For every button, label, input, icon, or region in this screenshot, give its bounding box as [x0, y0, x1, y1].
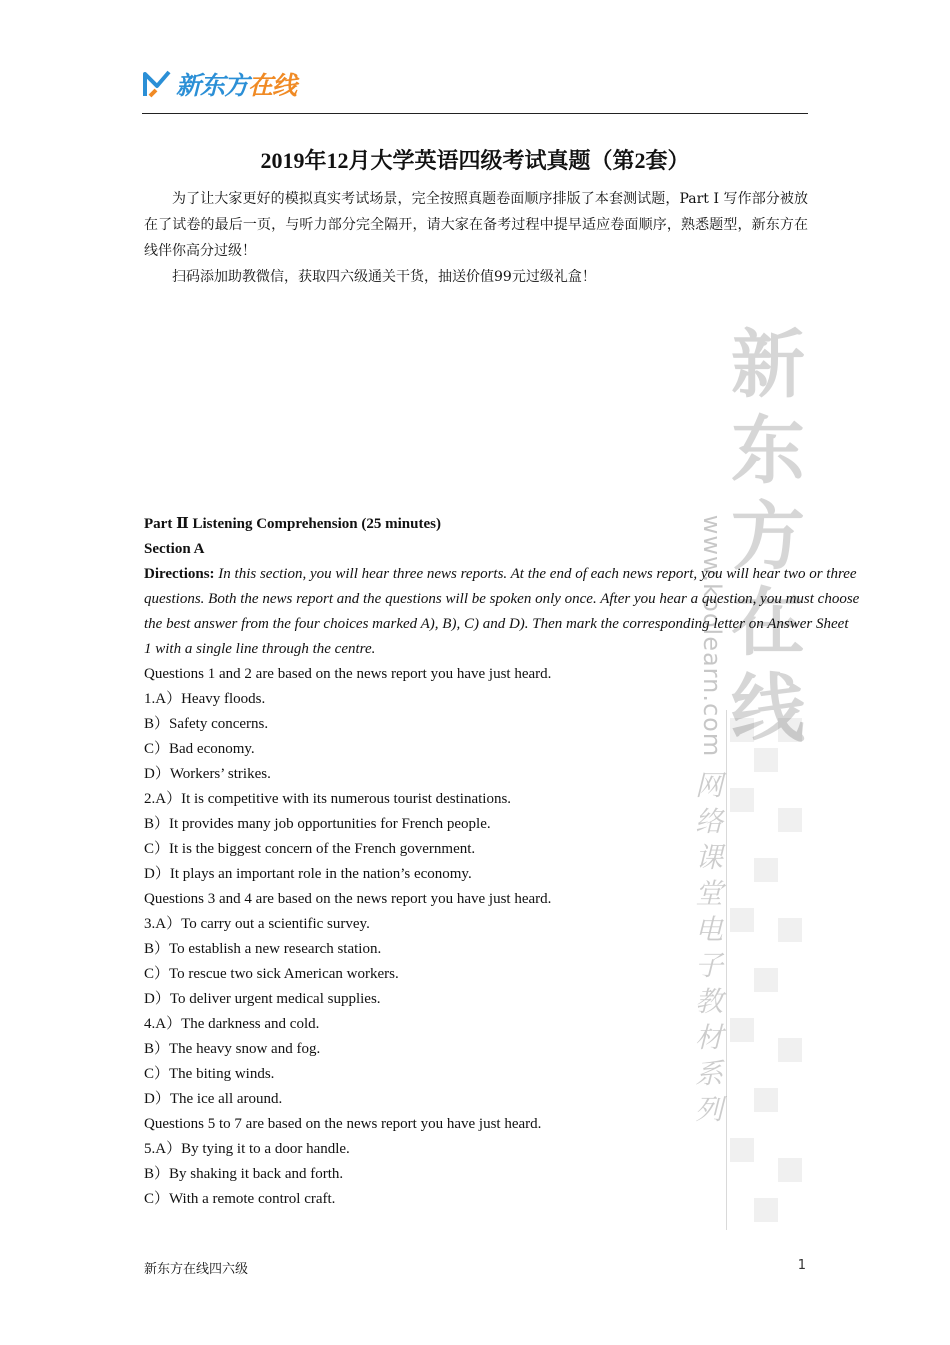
part-heading: Part Ⅱ Listening Comprehension (25 minutes) [144, 516, 441, 532]
answer-option: 5.A）By tying it to a door handle. [144, 1141, 350, 1157]
directions-line: questions. Both the news report and the questions will be spoken only once. After you hear a question, you must choose [144, 591, 860, 607]
watermark-url: www.koolearn.com [698, 514, 726, 758]
answer-option: 4.A）The darkness and cold. [144, 1016, 320, 1032]
answer-option: 1.A）Heavy floods. [144, 691, 266, 707]
brand-name: 新东方在线 [176, 71, 297, 100]
answer-option: C）With a remote control craft. [144, 1191, 336, 1207]
section-heading: Section A [144, 541, 205, 557]
answer-option: D）To deliver urgent medical supplies. [144, 991, 381, 1007]
intro-paragraph: 为了让大家更好的模拟真实考试场景，完全按照真题卷面顺序排版了本套测试题，Part I 写作部分被放在了试卷的最后一页，与听力部分完全隔开，请大家在备考过程中提早适应卷面顺序，熟悉题型，新东方在线伴你高分过级！ [144, 191, 808, 259]
directions-label: Directions: [144, 566, 215, 582]
directions [144, 562, 894, 662]
answer-option: B）The heavy snow and fog. [144, 1041, 321, 1057]
answer-option: D）The ice all around. [144, 1091, 283, 1107]
answer-option: C）It is the biggest concern of the French government. [144, 841, 476, 857]
header-divider [142, 113, 808, 114]
directions-line: the best answer from the four choices marked A), B), C) and D). Then mark the corresponding letter on Answer Sheet [144, 616, 849, 632]
answer-option: C）Bad economy. [144, 741, 255, 757]
logo-mark-icon [142, 69, 172, 99]
answer-option: B）By shaking it back and forth. [144, 1166, 344, 1182]
answer-option: B）To establish a new research station. [144, 941, 382, 957]
directions-line: 1 with a single line through the centre. [144, 641, 376, 657]
question-list [144, 662, 894, 1212]
intro-text [144, 186, 808, 290]
directions-line: In this section, you will hear three news reports. At the end of each news report, you will hear two or three [214, 566, 857, 582]
brand-logo [142, 66, 296, 102]
exam-content [144, 512, 894, 1212]
page-number: 1 [797, 1258, 806, 1273]
page-title: 2019年12月大学英语四级考试真题（第2套） [260, 148, 690, 173]
answer-option: C）The biting winds. [144, 1066, 275, 1082]
question-group-heading: Questions 3 and 4 are based on the news report you have just heard. [144, 891, 552, 907]
answer-option: D）It plays an important role in the nation’s economy. [144, 866, 472, 882]
answer-option: C）To rescue two sick American workers. [144, 966, 399, 982]
answer-option: 3.A）To carry out a scientific survey. [144, 916, 370, 932]
answer-option: 2.A）It is competitive with its numerous tourist destinations. [144, 791, 512, 807]
watermark-brand: 新东方在线 [731, 322, 805, 752]
question-group-heading: Questions 1 and 2 are based on the news report you have just heard. [144, 666, 552, 682]
watermark-tagline: 网络课堂电子教材系列 [694, 769, 723, 1126]
answer-option: B）Safety concerns. [144, 716, 269, 732]
question-group-heading: Questions 5 to 7 are based on the news report you have just heard. [144, 1116, 542, 1132]
intro-paragraph: 扫码添加助教微信，获取四六级通关干货，抽送价值99元过级礼盒！ [172, 269, 596, 285]
answer-option: D）Workers’ strikes. [144, 766, 271, 782]
footer-brand: 新东方在线四六级 [144, 1262, 249, 1277]
answer-option: B）It provides many job opportunities for French people. [144, 816, 491, 832]
